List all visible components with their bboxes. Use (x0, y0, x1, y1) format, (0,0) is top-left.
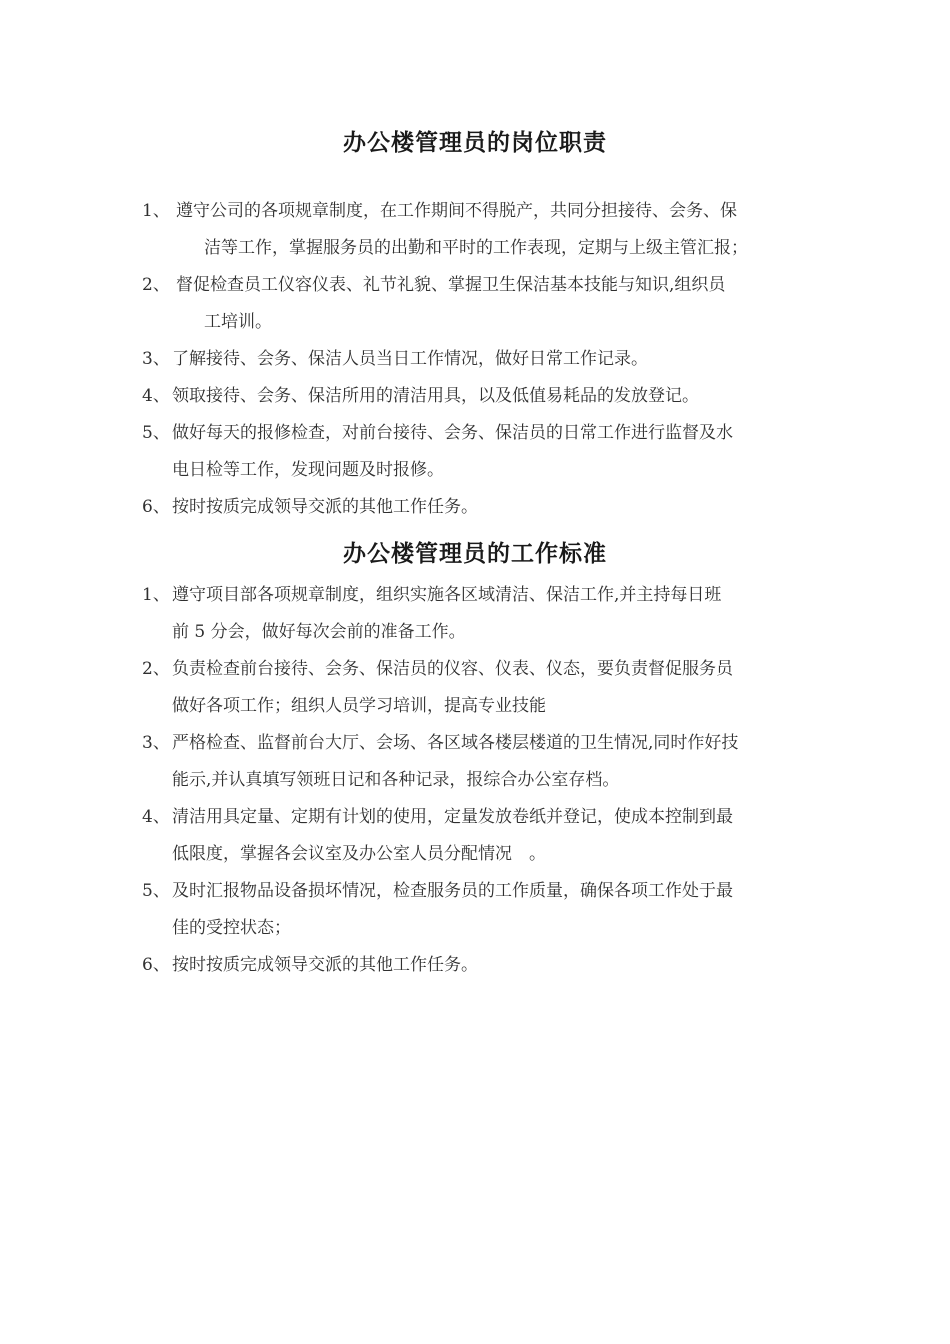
item-text: 严格检查、监督前台大厅、会场、各区域各楼层楼道的卫生情况,同时作好技 (172, 733, 739, 753)
item-text: 领取接待、会务、保洁所用的清洁用具，以及低值易耗品的发放登记。 (172, 386, 699, 406)
list-item (142, 577, 810, 651)
item-text: 按时按质完成领导交派的其他工作任务。 (172, 497, 478, 517)
item-text-continued: 低限度，掌握各会议室及办公室人员分配情况 。 (172, 844, 546, 864)
item-text: 遵守项目部各项规章制度，组织实施各区域清洁、保洁工作,并主持每日班 (172, 585, 722, 605)
item-text: 督促检查员工仪容仪表、礼节礼貌、掌握卫生保洁基本技能与知识,组织员 (176, 275, 726, 295)
standards-list (142, 577, 810, 984)
item-text: 及时汇报物品设备损坏情况，检查服务员的工作质量，确保各项工作处于最 (172, 881, 733, 901)
item-text-continued: 前 5 分会，做好每次会前的准备工作。 (172, 622, 466, 642)
list-item (142, 651, 810, 725)
list-item (142, 947, 810, 984)
item-number: 1、 (142, 585, 170, 605)
list-item (142, 341, 810, 378)
section-title-duties: 办公楼管理员的岗位职责 (343, 129, 607, 156)
list-item (142, 415, 810, 489)
section-title-standards: 办公楼管理员的工作标准 (343, 540, 607, 567)
item-number: 2、 (142, 659, 170, 679)
item-number: 5、 (142, 423, 170, 443)
list-item (142, 489, 810, 526)
item-text: 负责检查前台接待、会务、保洁员的仪容、仪表、仪态，要负责督促服务员 (172, 659, 733, 679)
item-number: 1、 (142, 201, 170, 221)
list-item (142, 193, 810, 267)
list-item (142, 873, 810, 947)
item-text-continued: 佳的受控状态； (172, 918, 291, 938)
item-number: 5、 (142, 881, 170, 901)
item-text: 遵守公司的各项规章制度，在工作期间不得脱产，共同分担接待、会务、保 (176, 201, 737, 221)
list-item (142, 725, 810, 799)
item-text-continued: 工培训。 (204, 312, 272, 332)
item-number: 6、 (142, 497, 170, 517)
item-text: 清洁用具定量、定期有计划的使用，定量发放卷纸并登记，使成本控制到最 (172, 807, 733, 827)
item-text-continued: 电日检等工作，发现问题及时报修。 (172, 460, 444, 480)
item-text: 做好每天的报修检查，对前台接待、会务、保洁员的日常工作进行监督及水 (172, 423, 733, 443)
item-text-continued: 能示,并认真填写领班日记和各种记录，报综合办公室存档。 (172, 770, 620, 790)
item-number: 3、 (142, 733, 170, 753)
item-number: 4、 (142, 807, 170, 827)
item-number: 6、 (142, 955, 170, 975)
item-number: 2、 (142, 275, 170, 295)
duties-list (142, 193, 810, 526)
list-item (142, 378, 810, 415)
item-number: 3、 (142, 349, 170, 369)
list-item (142, 799, 810, 873)
item-text: 按时按质完成领导交派的其他工作任务。 (172, 955, 478, 975)
item-text-continued: 做好各项工作；组织人员学习培训，提高专业技能 (172, 696, 546, 716)
list-item (142, 267, 810, 341)
item-number: 4、 (142, 386, 170, 406)
item-text-continued: 洁等工作，掌握服务员的出勤和平时的工作表现，定期与上级主管汇报； (204, 238, 748, 258)
item-text: 了解接待、会务、保洁人员当日工作情况，做好日常工作记录。 (172, 349, 648, 369)
